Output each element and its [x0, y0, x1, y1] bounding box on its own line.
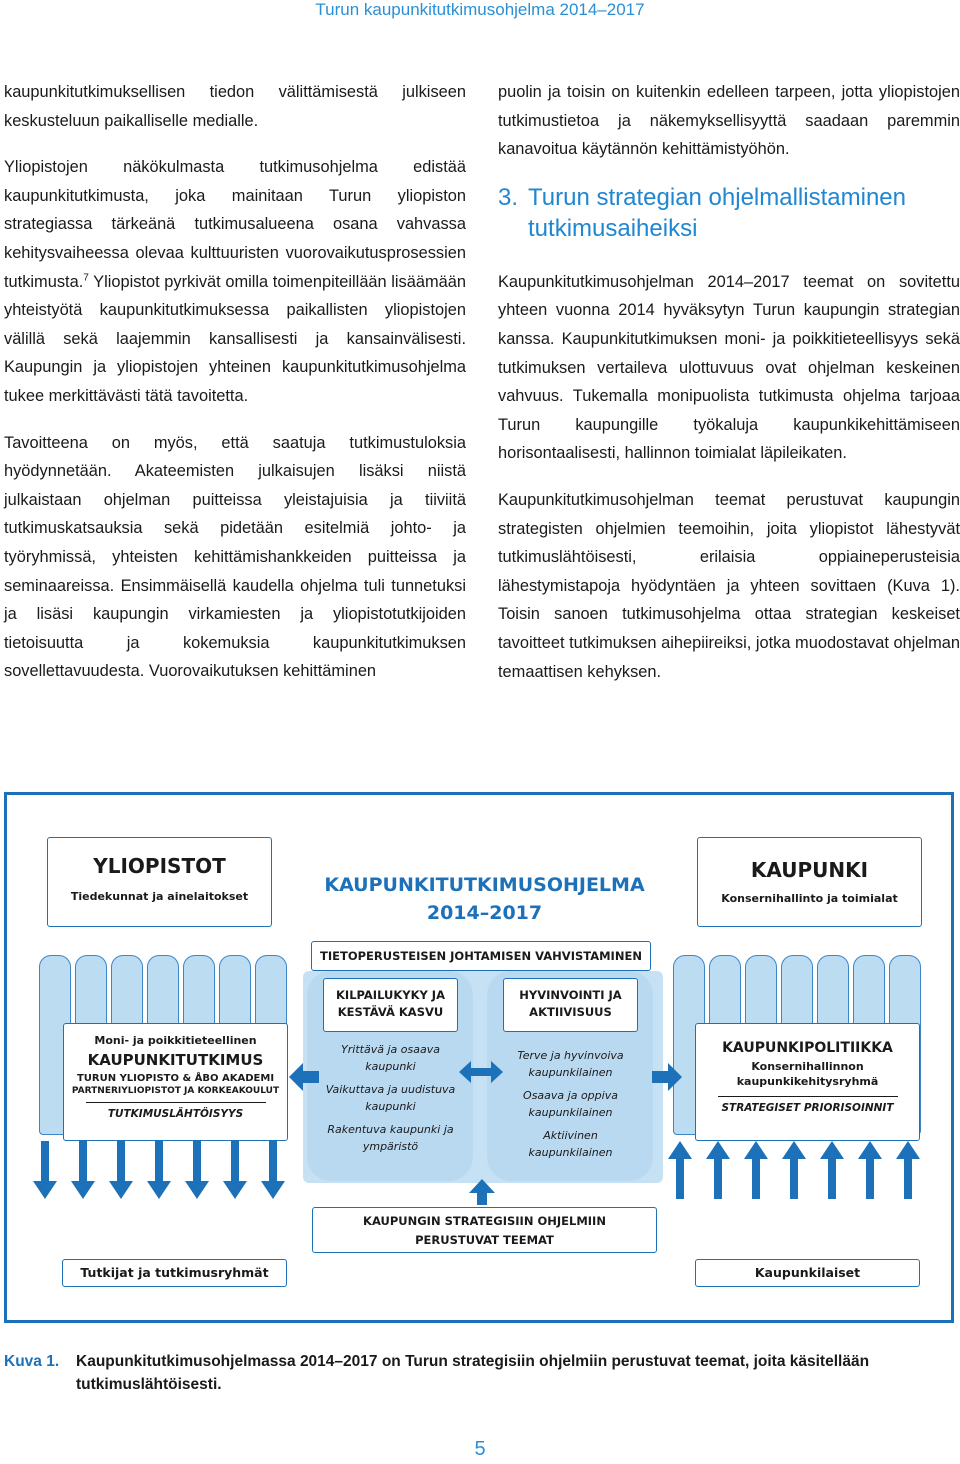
- theme-item: Yrittävä ja osaava kaupunki: [341, 1043, 440, 1073]
- program-title: [307, 871, 662, 927]
- paragraph: Kaupunkitutkimusohjelman teemat perustuvat kaupungin strategisten ohjelmien teemoihin, joita yliopistot lähestyvät tutkimuslähtöisesti, erilaisia oppiaineperusteisia lähestymistapoja hyödyntäen ja yhteen sovittaen (Kuva 1). Toisin sanoen tutkimusohjelma ottaa strategian keskeiset tavoitteet tutkimuksen aihepiireiksi, jotka muodostavat ohjelman temaattisen kehyksen.: [498, 490, 960, 681]
- theme-items-wellbeing: [503, 1047, 638, 1161]
- city-policy-box: [695, 1023, 920, 1141]
- page-number: 5: [474, 1438, 486, 1460]
- city-policy-line: Konsernihallinnon: [751, 1060, 864, 1073]
- up-arrows-right: [662, 1141, 932, 1221]
- urban-research-line: TURUN YLIOPISTO & ÅBO AKADEMI: [76, 1073, 275, 1084]
- left-arrow-icon: [289, 1059, 319, 1095]
- universities-title: YLIOPISTOT: [93, 854, 226, 878]
- urban-research-line: TUTKIMUSLÄHTÖISYYS: [107, 1108, 244, 1120]
- urban-research-box: [63, 1023, 288, 1141]
- section-title: Turun strategian ohjelmallistaminen tutkimusaiheiksi: [528, 183, 906, 242]
- theme-item: Aktiivinen kaupunkilainen: [528, 1129, 613, 1159]
- paragraph: kaupunkitutkimuksellisen tiedon välittämisestä julkiseen keskusteluun paikalliselle medialle.: [4, 83, 466, 130]
- footnote-ref[interactable]: 7: [83, 272, 89, 284]
- urban-research-title: KAUPUNKITUTKIMUS: [87, 1051, 264, 1069]
- program-title-line: KAUPUNKITUTKIMUSOHJELMA: [324, 874, 645, 896]
- citizens-box: Kaupunkilaiset: [695, 1259, 920, 1287]
- up-arrow-icon: [467, 1179, 497, 1205]
- paragraph: puolin ja toisin on kuitenkin edelleen tarpeen, jotta yliopistojen tutkimustietoa ja näkemyksellisyyttä saadaan paremmin kanavoitua käytännön kehittämistyöhön.: [498, 83, 960, 159]
- theme-items-competitiveness: [323, 1041, 458, 1155]
- down-arrows-left: [27, 1141, 287, 1221]
- city-policy-title: KAUPUNKIPOLITIIKKA: [722, 1040, 893, 1056]
- theme-item: Vaikuttava ja uudistuva kaupunki: [325, 1083, 456, 1113]
- figure-caption: [4, 1350, 954, 1396]
- running-header: Turun kaupunkitutkimusohjelma 2014–2017: [315, 0, 645, 19]
- city-subtitle: Konsernihallinto ja toimialat: [721, 892, 898, 905]
- urban-research-line: PARTNERIYLIOPISTOT JA KORKEAKOULUT: [71, 1086, 280, 1096]
- theme-title-wellbeing: HYVINVOINTI JA AKTIIVISUUS: [503, 978, 638, 1032]
- figure-diagram: [4, 792, 954, 1323]
- city-themes-line: KAUPUNGIN STRATEGISIIN OHJELMIIN: [363, 1214, 606, 1228]
- paragraph: Tavoitteena on myös, että saatuja tutkimustuloksia hyödynnetään. Akateemisten julkaisujen lisäksi niistä julkaistaan ohjelman puitteissa yleistajuisia ja tiiviitä tutkimuskatsauksia sekä pidetään esitelmiä johto- ja työryhmissä, yhteisten kehittämishankkeiden puitteissa ja seminaareissa. Ensimmäisellä kaudella ohjelma tuli tunnetuksi ja lisäsi kaupungin virkamiesten ja yliopistotutkijoiden tietoisuutta ja kokemuksia kaupunkitutkimuksen sovellettavuudesta. Vuorovaikutuksen kehittäminen: [4, 433, 466, 681]
- right-arrow-icon: [652, 1059, 682, 1095]
- left-column: [4, 78, 466, 704]
- urban-research-line: Moni- ja poikkitieteellinen: [94, 1034, 257, 1047]
- knowledge-banner: TIETOPERUSTEISEN JOHTAMISEN VAHVISTAMINEN: [311, 941, 651, 971]
- city-policy-line: STRATEGISET PRIORISOINNIT: [721, 1102, 894, 1114]
- city-themes-line: PERUSTUVAT TEEMAT: [415, 1233, 554, 1247]
- city-box: [697, 837, 922, 927]
- program-title-line: 2014–2017: [426, 902, 543, 924]
- city-themes-box: [312, 1207, 657, 1253]
- city-title: KAUPUNKI: [750, 858, 869, 882]
- theme-item: Rakentuva kaupunki ja ympäristö: [327, 1123, 454, 1153]
- caption-text: Kaupunkitutkimusohjelmassa 2014–2017 on Turun strategisiin ohjelmiin perustuvat teemat, joita käsitellään tutkimuslähtöisesti.: [76, 1353, 870, 1393]
- double-arrow-icon: [459, 1057, 503, 1087]
- caption-label: Kuva 1.: [4, 1353, 60, 1370]
- section-heading: [498, 182, 960, 244]
- theme-title-competitiveness: KILPAILUKYKY JA KESTÄVÄ KASVU: [323, 978, 458, 1032]
- theme-item: Terve ja hyvinvoiva kaupunkilainen: [517, 1049, 624, 1079]
- researchers-box: Tutkijat ja tutkimusryhmät: [62, 1259, 287, 1287]
- paragraph: Kaupunkitutkimusohjelman 2014–2017 teemat on sovitettu yhteen vuonna 2014 hyväksytyn Turun kaupungin strategian kanssa. Kaupunkitutkimuksen moni- ja poikkitieteellisyys sekä tutkimuksen vertaileva ulottuvuus ovat ohjelman keskeinen vahvuus. Tukemalla monipuolista tutkimusta ohjelma tarjoaa Turun kaupungille työkaluja kaupunkikehittämiseen horisontaalisesti, hallinnon toimialat läpileikaten.: [498, 272, 960, 463]
- universities-subtitle: Tiedekunnat ja ainelaitokset: [70, 890, 249, 903]
- section-number: 3.: [498, 183, 519, 211]
- city-policy-line: kaupunkikehitysryhmä: [736, 1075, 879, 1088]
- right-column: [498, 78, 960, 704]
- paragraph: Yliopistojen näkökulmasta tutkimusohjelma edistää kaupunkitutkimusta, joka mainitaan Turun yliopiston strategiassa tärkeänä tutkimusalueena osana vahvassa kehitysvaiheessa olevaa kulttuuristen vuorovaikutusprosessien tutkimusta.$^7$ Yliopistot pyrkivät omilla toimenpiteillään lisäämään yhteistyötä kaupunkitutkimuksessa paikallisten yliopistojen välillä sekä laajemmin kansallisesti ja kansainvälisesti. Kaupungin ja yliopistojen yhteinen kaupunkitutkimusohjelma tukee merkittävästi tätä tavoitetta.: [4, 158, 466, 405]
- universities-box: [47, 837, 272, 927]
- theme-item: Osaava ja oppiva kaupunkilainen: [523, 1089, 618, 1119]
